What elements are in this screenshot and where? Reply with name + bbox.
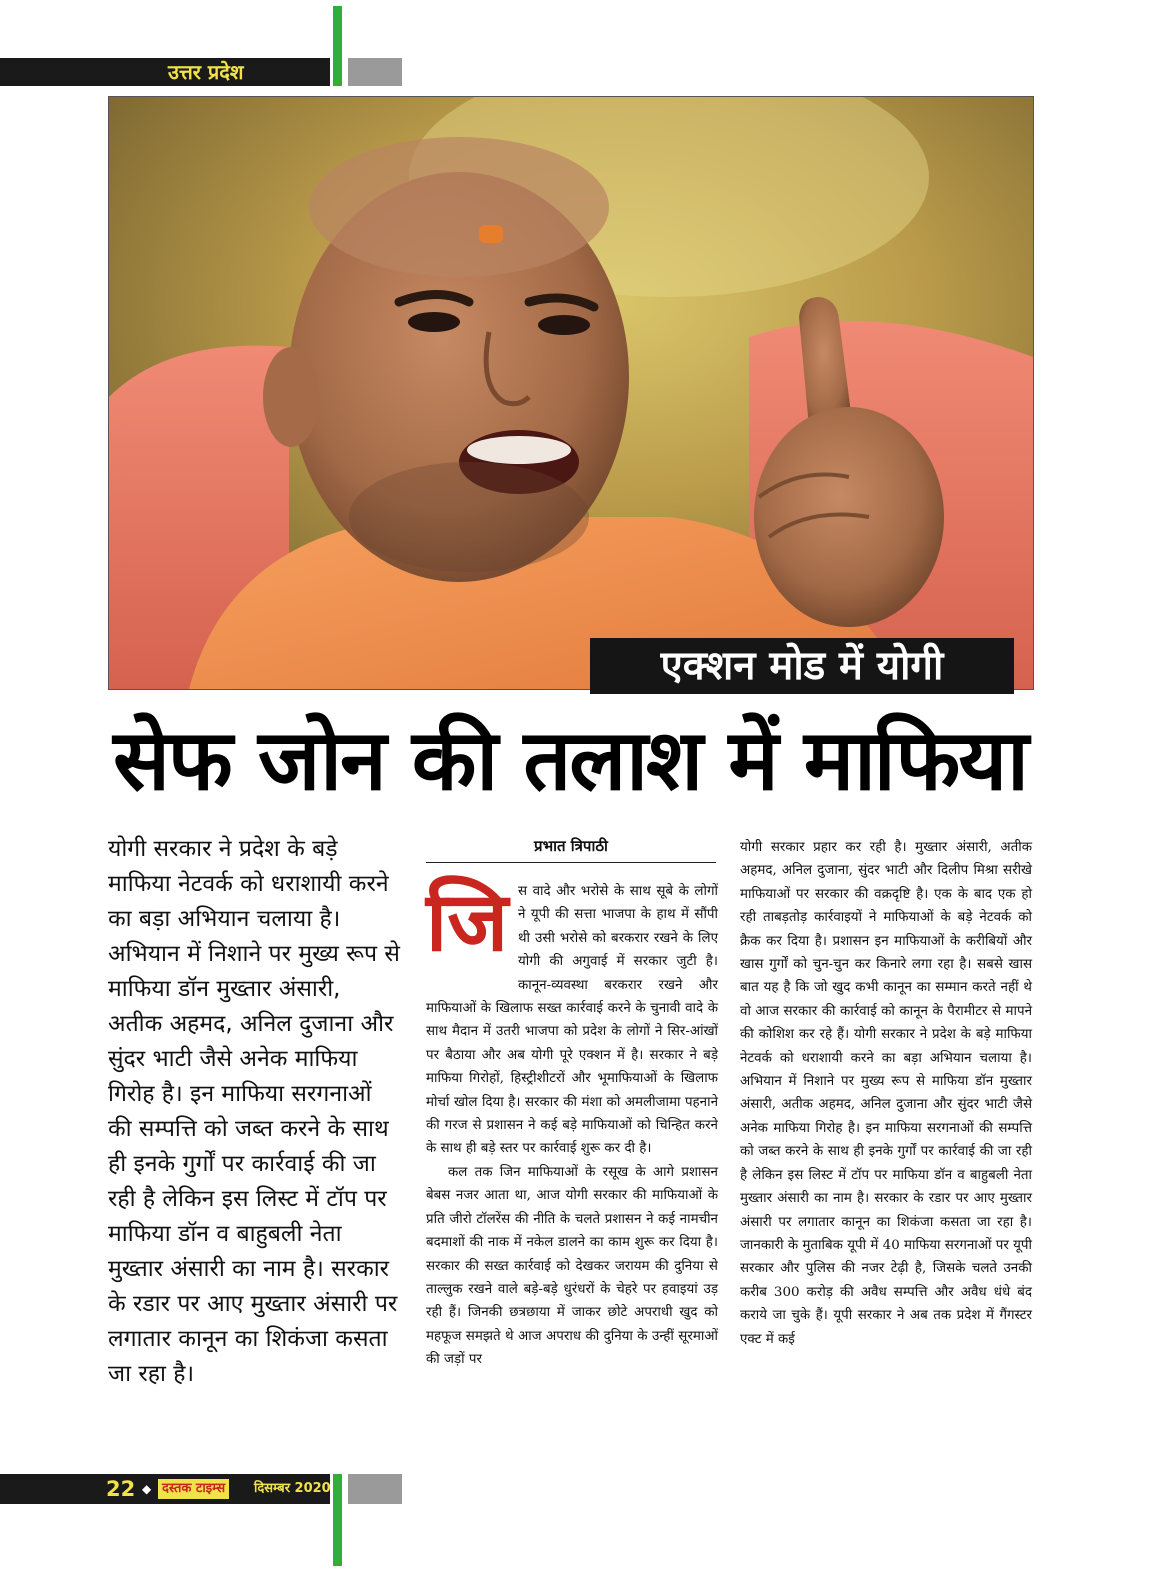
- body-paragraph: स वादे और भरोसे के साथ सूबे के लोगों ने यूपी की सत्ता भाजपा के हाथ में सौंपी थी उसी भरोसे को बरकरार रखने के लिए योगी की अगुवाई में सरकार जुटी है। कानून-व्यवस्था बरकरार रखने और माफियाओं के खिलाफ सख्त कार्रवाई करने के चुनावी वादे के साथ मैदान में उतरी भाजपा को प्रदेश के लोगों ने सिर-आंखों पर बैठाया और अब योगी पूरे एक्शन में है। सरकार ने बड़े माफिया गिरोहों, हिस्ट्रीशीटरों और भूमाफियाओं के खिलाफ मोर्चा खोल दिया है। सरकार की मंशा को अमलीजामा पहनाने की गरज से प्रशासन ने कई बड़े माफियाओं को चिन्हित करने के साथ ही बड़े स्तर पर कार्रवाई शुरू कर दी है।: [426, 884, 718, 1157]
- issue-date: दिसम्बर 2020: [254, 1481, 331, 1496]
- green-accent-strip: [333, 6, 342, 86]
- body-column-2: [740, 836, 1032, 1351]
- grey-accent-box: [348, 1474, 402, 1504]
- section-label: उत्तर प्रदेश: [168, 60, 244, 84]
- body-paragraph: कल तक जिन माफियाओं के रसूख के आगे प्रशासन बेबस नजर आता था, आज योगी सरकार की माफियाओं के प्रति जीरो टॉलरेंस की नीति के चलते प्रशासन ने कई नामचीन बदमाशों की नाक में नकेल डालने का काम शुरू कर दिया है। सरकार की सख्त कार्रवाई को देखकर जरायम की दुनिया से ताल्लुक रखने वाले बड़े-बड़े धुरंधरों के चेहरे पर हवाइयां उड़ रही हैं। जिनकी छत्रछाया में जाकर छोटे अपराधी खुद को महफूज समझते थे आज अपराध की दुनिया के उन्हीं सूरमाओं की जड़ों पर: [426, 1164, 718, 1368]
- page-number: 22: [106, 1477, 136, 1501]
- publication-logo: दस्तक टाइम्स: [158, 1479, 229, 1499]
- body-column-1: [426, 875, 718, 1372]
- byline: प्रभात त्रिपाठी: [426, 836, 716, 863]
- kicker-label: एक्शन मोड में योगी: [590, 638, 1014, 694]
- section-header-bar: [0, 58, 330, 86]
- lead-photo: [108, 96, 1034, 690]
- intro-summary: योगी सरकार ने प्रदेश के बड़े माफिया नेटवर्क को धराशायी करने का बड़ा अभियान चलाया है। अभियान में निशाने पर मुख्य रूप से माफिया डॉन मुख्तार अंसारी, अतीक अहमद, अनिल दुजाना और सुंदर भाटी जैसे अनेक माफिया गिरोह है। इन माफिया सरगनाओं की सम्पत्ति को जब्त करने के साथ ही इनके गुर्गों पर कार्रवाई की जा रही है लेकिन इस लिस्ट में टॉप पर माफिया डॉन व बाहुबली नेता मुख्तार अंसारी का नाम है। सरकार के रडार पर आए मुख्तार अंसारी पर लगातार कानून का शिकंजा कसता जा रहा है।: [108, 836, 400, 1387]
- dropcap: जि: [426, 875, 509, 970]
- diamond-bullet-icon: ◆: [142, 1482, 152, 1496]
- green-accent-strip: [333, 1474, 342, 1566]
- body-paragraph: योगी सरकार प्रहार कर रही है। मुख्तार अंसारी, अतीक अहमद, अनिल दुजाना, सुंदर भाटी और दिलीप मिश्रा सरीखे माफियाओं पर सरकार की वक्रदृष्टि है। एक के बाद एक हो रही ताबड़तोड़ कार्रवाइयों ने माफियाओं के बड़े नेटवर्क को क्रैक कर दिया है। प्रशासन इन माफियाओं के करीबियों और खास गुर्गों को चुन-चुन कर किनारे लगा रहा है। सबसे खास बात यह है कि जो खुद कभी कानून का सम्मान करते नहीं थे वो आज सरकार की कार्रवाई को कानून के पैरामीटर से मापने की कोशिश कर रहे हैं। योगी सरकार ने प्रदेश के बड़े माफिया नेटवर्क को धराशायी करने का बड़ा अभियान चलाया है। अभियान में निशाने पर मुख्य रूप से माफिया डॉन मुख्तार अंसारी, अतीक अहमद, अनिल दुजाना और सुंदर भाटी जैसे अनेक माफिया गिरोह है। इन माफिया सरगनाओं की सम्पत्ति को जब्त करने के साथ ही इनके गुर्गों पर कार्रवाई की जा रही है लेकिन इस लिस्ट में टॉप पर माफिया डॉन व बाहुबली नेता मुख्तार अंसारी का नाम है। सरकार के रडार पर आए मुख्तार अंसारी पर लगातार कानून का शिकंजा कसता जा रहा है। जानकारी के मुताबिक यूपी में 40 माफिया सरगनाओं पर यूपी सरकार और पुलिस की नजर टेढ़ी है, जिसके चलते उनकी करीब 300 करोड़ की अवैध सम्पत्ति और अवैध धंधे बंद कराये जा चुके हैं। यूपी सरकार ने अब तक प्रदेश में गैंगस्टर एक्ट में कई: [740, 840, 1032, 1347]
- grey-accent-box: [348, 58, 402, 86]
- headline: सेफ जोन की तलाश में माफिया: [113, 711, 1027, 809]
